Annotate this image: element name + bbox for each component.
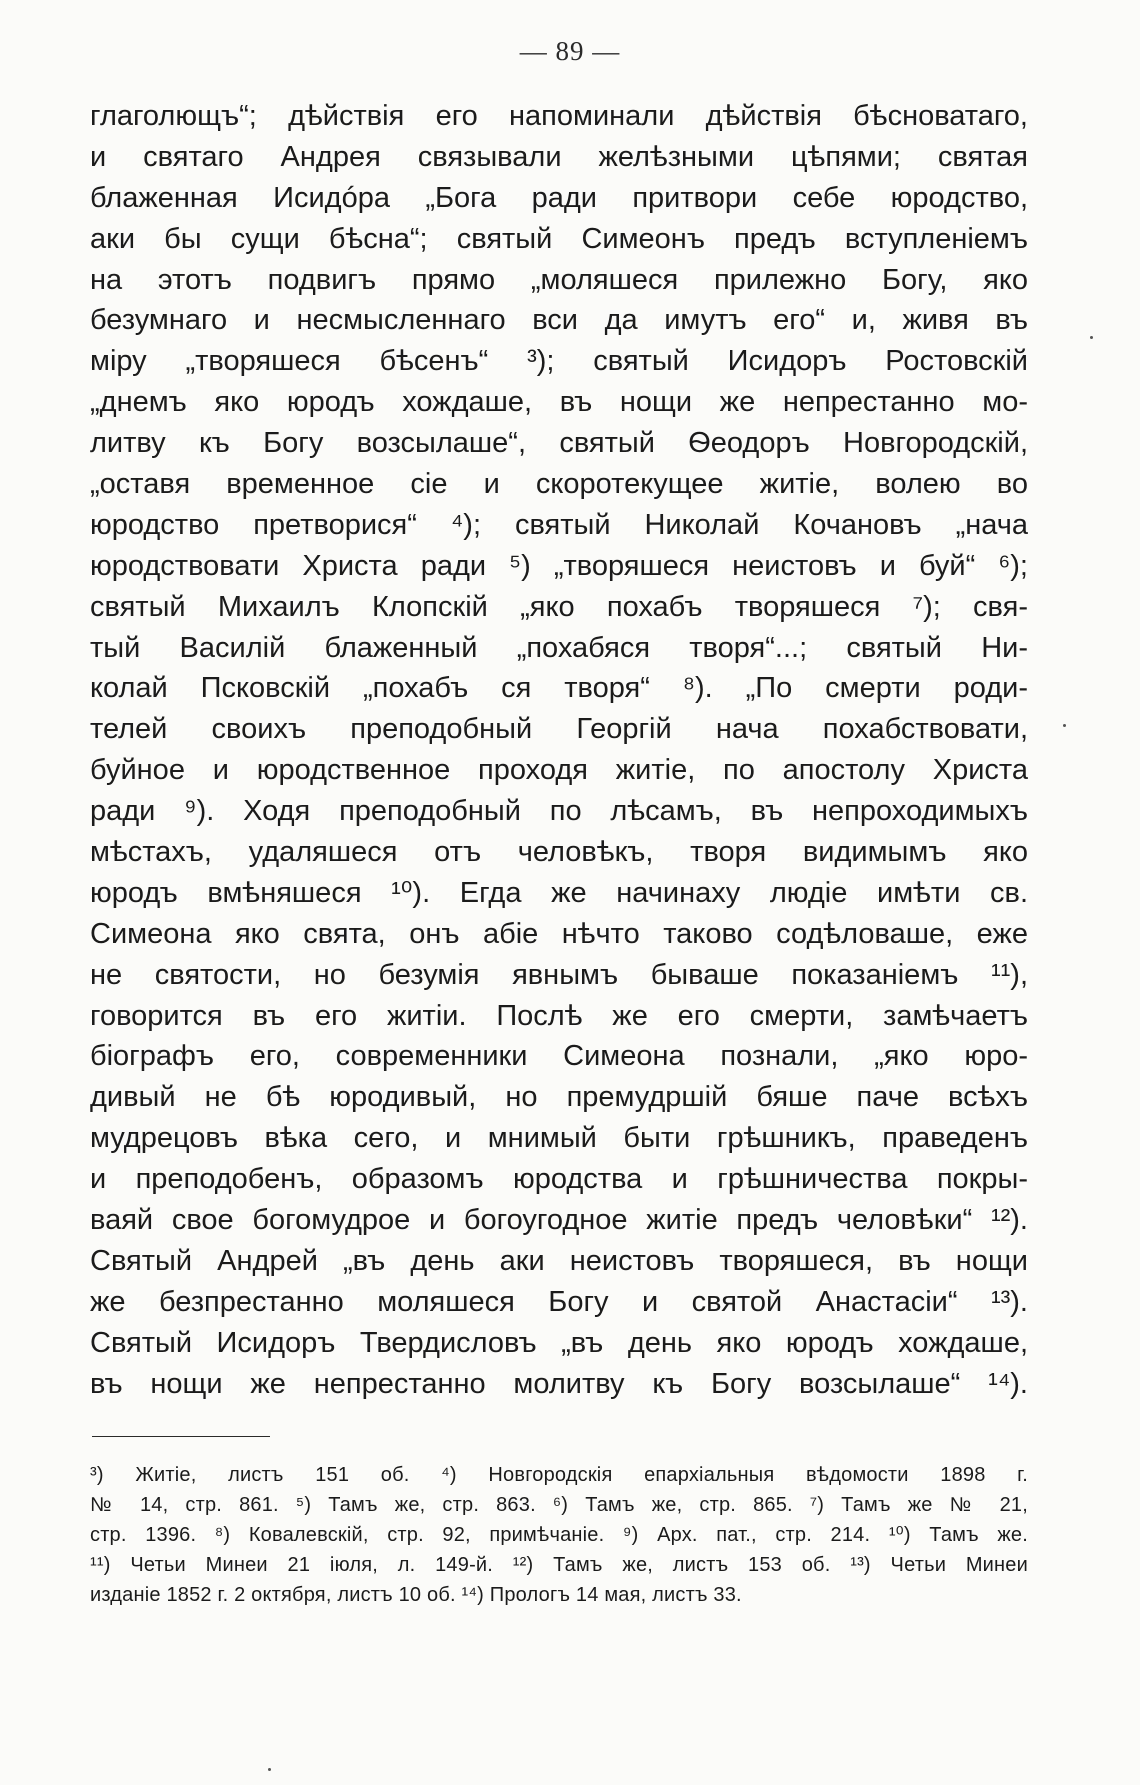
body-line: юродствовати Христа ради ⁵) „творяшеся неистовъ и буй“ ⁶);: [90, 549, 1028, 582]
body-line: мѣстахъ, удаляшеся отъ человѣкъ, творя видимымъ яко: [90, 836, 1028, 869]
body-line: „днемъ яко юродъ хождаше, въ нощи же непрестанно мо-: [90, 386, 1028, 419]
body-line: глаголющъ“; дѣйствія его напоминали дѣйствія бѣсноватаго,: [90, 100, 1028, 132]
body-text: [90, 96, 1028, 1405]
body-line: и святаго Андрея связывали желѣзными цѣпями; святая: [90, 140, 1028, 173]
footnote-divider: [92, 1436, 270, 1437]
body-line: и преподобенъ, образомъ юродства и грѣшничества покры-: [90, 1163, 1028, 1196]
footnote-line: ¹¹) Четьи Минеи 21 іюля, л. 149-й. ¹²) Тамъ же, листъ 153 об. ¹³) Четьи Минеи: [90, 1554, 1028, 1576]
body-line: литву къ Богу возсылаше“, святый Ѳеодоръ Новгородскій,: [90, 427, 1028, 460]
body-line: міру „творяшеся бѣсенъ“ ³); святый Исидоръ Ростовскій: [90, 345, 1028, 378]
paper-speck: [1063, 724, 1066, 727]
body-line: ваяй свое богомудрое и богоугодное житіе предъ человѣки“ ¹²).: [90, 1204, 1028, 1237]
body-line: на этотъ подвигъ прямо „моляшеся прилежно Богу, яко: [90, 263, 1028, 296]
body-line: буйное и юродственное проходя житіе, по апостолу Христа: [90, 754, 1028, 787]
body-line: Святый Исидоръ Твердисловъ „въ день яко юродъ хождаше,: [90, 1326, 1028, 1359]
body-line: телей своихъ преподобный Георгій нача похабствовати,: [90, 713, 1028, 746]
body-line: тый Василій блаженный „похабяся творя“...; святый Ни-: [90, 631, 1028, 664]
page-number: — 89 —: [519, 36, 621, 66]
body-line: говорится въ его житіи. Послѣ же его смерти, замѣчаетъ: [90, 999, 1028, 1032]
body-line: „оставя временное сіе и скоротекущее житіе, волею во: [90, 468, 1028, 501]
body-line: колай Псковскій „похабъ ся творя“ ⁸). „По смерти роди-: [90, 672, 1028, 705]
body-line: святый Михаилъ Клопскій „яко похабъ творяшеся ⁷); свя-: [90, 590, 1028, 623]
paper-speck: [268, 1768, 271, 1771]
footnotes: [90, 1460, 1028, 1610]
body-line: блаженная Исидóра „Бога ради притвори себе юродство,: [90, 181, 1028, 214]
body-line: безумнаго и несмысленнаго вси да имутъ его“ и, живя въ: [90, 304, 1028, 337]
body-line: ради ⁹). Ходя преподобный по лѣсамъ, въ непроходимыхъ: [90, 795, 1028, 828]
body-line: дивый не бѣ юродивый, но премудршій бяше паче всѣхъ: [90, 1081, 1028, 1114]
body-line: же безпрестанно моляшеся Богу и святой Анастасіи“ ¹³).: [90, 1285, 1028, 1318]
paper-speck: [1090, 336, 1093, 339]
body-line: аки бы сущи бѣсна“; святый Симеонъ предъ вступленіемъ: [90, 222, 1028, 255]
body-line: юродство претворися“ ⁴); святый Николай Кочановъ „нача: [90, 508, 1028, 541]
body-line: въ нощи же непрестанно молитву къ Богу возсылаше“ ¹⁴).: [90, 1367, 1028, 1400]
footnote-line: № 14, стр. 861. ⁵) Тамъ же, стр. 863. ⁶) Тамъ же, стр. 865. ⁷) Тамъ же № 21,: [90, 1494, 1028, 1516]
body-line: Симеона яко свята, онъ абіе нѣчто таково содѣловаше, еже: [90, 917, 1028, 950]
body-line: юродъ вмѣняшеся ¹⁰). Егда же начинаху людіе имѣти св.: [90, 876, 1028, 909]
body-line: мудрецовъ вѣка сего, и мнимый быти грѣшникъ, праведенъ: [90, 1122, 1028, 1155]
body-line: не святости, но безумія явнымъ бываше показаніемъ ¹¹),: [90, 958, 1028, 991]
footnote-line: ³) Житіе, листъ 151 об. ⁴) Новгородскія епархіальныя вѣдомости 1898 г.: [90, 1464, 1028, 1486]
footnote-line: стр. 1396. ⁸) Ковалевскій, стр. 92, примѣчаніе. ⁹) Арх. пат., стр. 214. ¹⁰) Тамъ же.: [90, 1524, 1028, 1546]
body-line: біографъ его, современники Симеона познали, „яко юро-: [90, 1040, 1028, 1073]
footnote-line: изданіе 1852 г. 2 октября, листъ 10 об. ¹⁴) Прологъ 14 мая, листъ 33.: [90, 1584, 742, 1606]
body-line: Святый Андрей „въ день аки неистовъ творяшеся, въ нощи: [90, 1244, 1028, 1277]
